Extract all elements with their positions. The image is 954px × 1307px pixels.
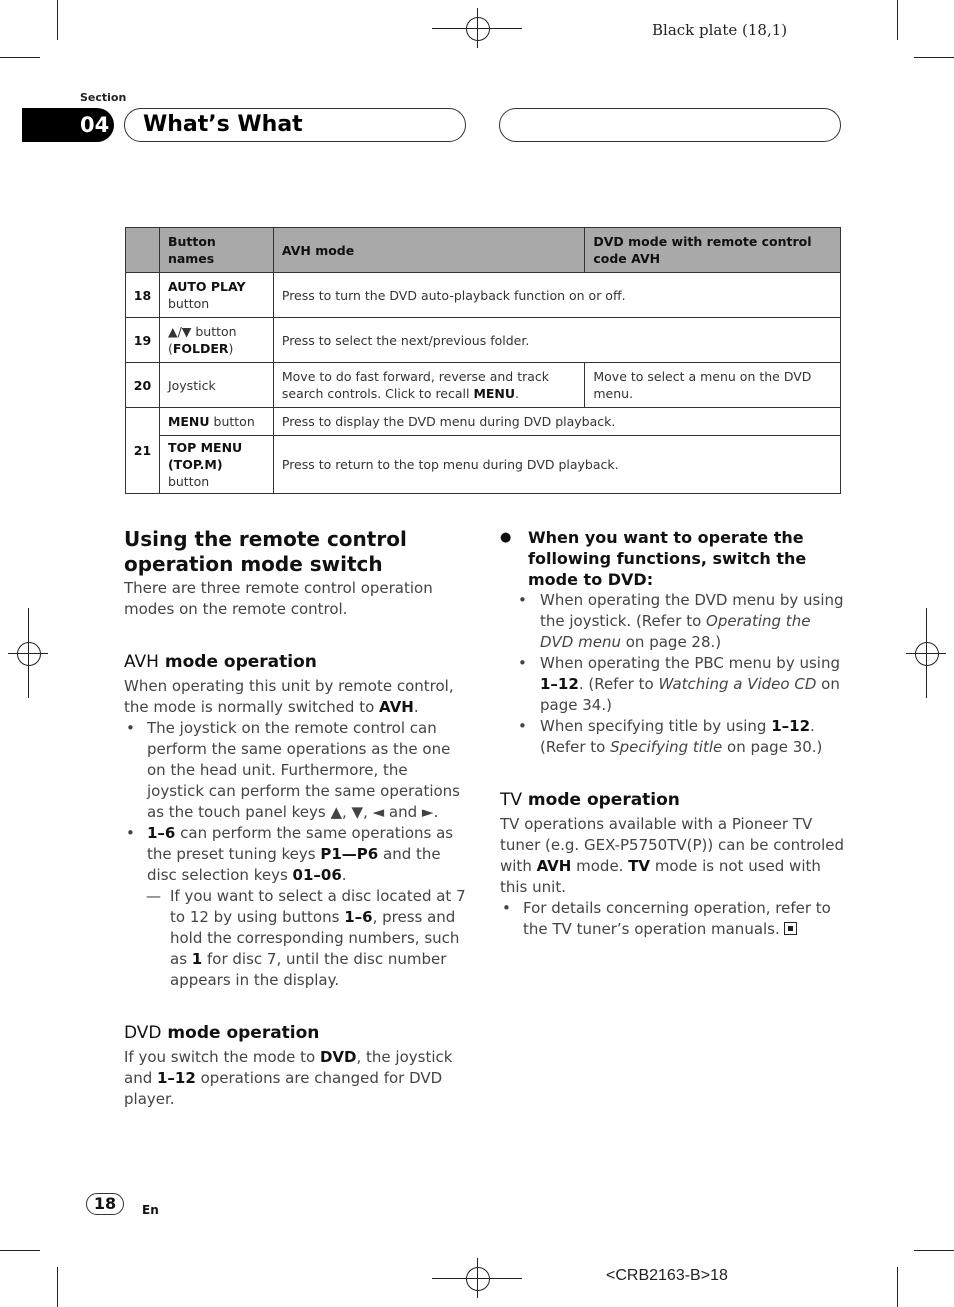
list-item: • When specifying title by using 1–12. (Refer to Specifying title on page 30.) bbox=[518, 717, 823, 756]
text: , the joystick and bbox=[124, 1048, 453, 1087]
button-name bbox=[159, 273, 273, 318]
bold-text: 01–06 bbox=[292, 866, 342, 884]
list-text: The joystick on the remote control can perform the same operations as the one on the head unit. Furthermore, the joystick can perform the same operations as the touch panel keys ▲, ▼, ◄ and ►. bbox=[147, 719, 460, 821]
button-name-bold: FOLDER bbox=[172, 341, 229, 356]
heading-suffix: mode operation bbox=[158, 652, 317, 672]
avh-description: Press to display the DVD menu during DVD playback. bbox=[273, 408, 840, 436]
button-name bbox=[159, 408, 273, 436]
text: TV operations available with a Pioneer TV tuner (e.g. GEX-P5750TV(P)) can be controled with bbox=[500, 815, 844, 875]
avh-description: Press to select the next/previous folder. bbox=[273, 318, 840, 363]
button-name bbox=[159, 318, 273, 363]
table-header-row bbox=[126, 228, 841, 273]
avh-paragraph bbox=[124, 676, 469, 718]
text: operations are changed for DVD player. bbox=[124, 1069, 443, 1108]
crop-mark bbox=[897, 0, 898, 40]
text: If you switch the mode to bbox=[124, 1048, 320, 1066]
heading-prefix: TV bbox=[500, 790, 523, 810]
italic-ref: Specifying title bbox=[610, 738, 723, 756]
crop-mark bbox=[57, 1267, 58, 1307]
button-name: Joystick bbox=[159, 363, 273, 408]
avh-heading bbox=[124, 651, 469, 673]
button-name-bold: TOP MENU (TOP.M) bbox=[167, 440, 243, 472]
heading-prefix: DVD bbox=[124, 1023, 162, 1043]
text: mode. bbox=[571, 857, 629, 875]
header-num bbox=[126, 228, 160, 273]
text: . bbox=[341, 866, 347, 884]
text: When operating the DVD menu by using the joystick. (Refer to bbox=[540, 591, 844, 630]
text: mode is not used with this unit. bbox=[500, 857, 821, 896]
button-name-rest: button bbox=[167, 296, 210, 311]
dvd-paragraph bbox=[124, 1047, 469, 1110]
crop-mark bbox=[914, 1250, 954, 1251]
button-table bbox=[125, 227, 841, 494]
crop-mark bbox=[0, 57, 40, 58]
list-item: • When operating the PBC menu by using 1–12. (Refer to Watching a Video CD on page 34.) bbox=[518, 654, 840, 714]
bold-text: 1–12 bbox=[540, 675, 579, 693]
text: When operating this unit by remote control, the mode is normally switched to bbox=[124, 677, 454, 716]
text: When specifying title by using bbox=[540, 717, 772, 735]
sub-list-item: — If you want to select a disc located at 7 to 12 by using buttons 1–6, press and hold the corresponding numbers, such as 1 for disc 7, until the disc number appears in the display. bbox=[146, 887, 466, 989]
list-item: • When operating the DVD menu by using the joystick. (Refer to Operating the DVD menu on page 28.) bbox=[518, 591, 844, 651]
bold-text: 1–6 bbox=[344, 908, 373, 926]
registration-circle bbox=[466, 17, 490, 41]
registration-circle bbox=[466, 1267, 490, 1291]
page-number: 18 bbox=[86, 1193, 124, 1215]
section-label: Section bbox=[80, 91, 127, 104]
lead-text: When you want to operate the following functions, switch the mode to DVD: bbox=[528, 528, 807, 589]
bold-text: TV bbox=[628, 857, 651, 875]
empty-title-box bbox=[499, 108, 841, 142]
registration-circle bbox=[17, 642, 41, 666]
right-column bbox=[500, 527, 845, 940]
tv-paragraph bbox=[500, 814, 845, 898]
text: can perform the same operations as the preset tuning keys bbox=[147, 824, 454, 863]
row-number: 19 bbox=[126, 318, 160, 363]
button-name-bold: MENU bbox=[167, 414, 210, 429]
section-heading: Using the remote control operation mode switch bbox=[124, 527, 407, 576]
text: . bbox=[413, 698, 419, 716]
text: When operating the PBC menu by using bbox=[540, 654, 840, 672]
plate-label: Black plate (18,1) bbox=[652, 21, 788, 39]
text: for disc 7, until the disc number appears in the display. bbox=[170, 950, 447, 989]
header-dvd-mode: DVD mode with remote control code AVH bbox=[585, 228, 841, 273]
bold-text: 1–12 bbox=[771, 717, 811, 735]
page-title: What’s What bbox=[124, 108, 466, 142]
list-text: For details concerning operation, refer to the TV tuner’s operation manuals. bbox=[523, 899, 831, 938]
table-row bbox=[126, 273, 841, 318]
row-number: 21 bbox=[126, 408, 160, 494]
table-row bbox=[126, 363, 841, 408]
bold-text: AVH bbox=[379, 698, 414, 716]
button-name bbox=[159, 436, 273, 494]
header-avh-mode: AVH mode bbox=[273, 228, 584, 273]
avh-text: Move to do fast forward, reverse and track search controls. Click to recall bbox=[281, 369, 550, 401]
heading-suffix: mode operation bbox=[161, 1023, 320, 1043]
text: . (Refer to bbox=[540, 717, 815, 756]
language-label: En bbox=[142, 1203, 159, 1217]
heading-prefix: AVH bbox=[124, 652, 159, 672]
dvd-description: Move to select a menu on the DVD menu. bbox=[585, 363, 841, 408]
crop-mark bbox=[57, 0, 58, 40]
button-name-pre: ▲/▼ button ( bbox=[167, 324, 237, 356]
crop-mark bbox=[914, 57, 954, 58]
text: , press and hold the corresponding numbers, such as bbox=[170, 908, 460, 968]
section-number: 04 bbox=[22, 108, 114, 142]
dvd-heading bbox=[124, 1022, 469, 1044]
bold-text: 1 bbox=[191, 950, 203, 968]
heading-suffix: mode operation bbox=[522, 790, 680, 810]
intro-text: There are three remote control operation modes on the remote control. bbox=[124, 579, 433, 618]
table-row bbox=[126, 408, 841, 436]
row-number: 20 bbox=[126, 363, 160, 408]
text: on page 34.) bbox=[540, 675, 840, 714]
italic-ref: Watching a Video CD bbox=[658, 675, 817, 693]
bold-text: DVD bbox=[319, 1048, 357, 1066]
button-name-post: ) bbox=[228, 341, 234, 356]
bold-text: 1–12 bbox=[157, 1069, 196, 1087]
text: on page 30.) bbox=[722, 738, 823, 756]
list-item: • For details concerning operation, refer to the TV tuner’s operation manuals. bbox=[502, 899, 831, 938]
avh-description: Press to turn the DVD auto-playback function on or off. bbox=[273, 273, 840, 318]
left-column bbox=[124, 527, 469, 1110]
text: If you want to select a disc located at 7 to 12 by using buttons bbox=[170, 887, 466, 926]
text: and the disc selection keys bbox=[147, 845, 441, 884]
dvd-function-list bbox=[500, 590, 845, 758]
text: . (Refer to bbox=[578, 675, 659, 693]
text: on page 28.) bbox=[620, 633, 722, 651]
avh-bold: MENU bbox=[473, 386, 516, 401]
table-row bbox=[126, 436, 841, 494]
row-number: 18 bbox=[126, 273, 160, 318]
list-item: • 1–6 can perform the same operations as the preset tuning keys P1—P6 and the disc selection keys 01–06. bbox=[126, 824, 454, 884]
table-row bbox=[126, 318, 841, 363]
lead-bullet: ● When you want to operate the following functions, switch the mode to DVD: bbox=[500, 528, 807, 589]
document-code: <CRB2163-B>18 bbox=[606, 1267, 728, 1284]
bold-text: P1—P6 bbox=[320, 845, 379, 863]
crop-mark bbox=[897, 1267, 898, 1307]
bold-text: 1–6 bbox=[147, 824, 176, 842]
italic-ref: Operating the DVD menu bbox=[540, 612, 811, 651]
button-name-rest: button bbox=[167, 474, 210, 489]
crop-mark bbox=[0, 1250, 40, 1251]
avh-description bbox=[273, 363, 584, 408]
registration-circle bbox=[915, 642, 939, 666]
avh-text-end: . bbox=[515, 386, 520, 401]
bold-text: AVH bbox=[536, 857, 572, 875]
list-item: • The joystick on the remote control can perform the same operations as the one on the head unit. Furthermore, the joystick can perform the same operations as the touch panel keys ▲, ▼, ◄ and ►. bbox=[126, 719, 460, 821]
tv-heading bbox=[500, 789, 845, 811]
button-name-rest: button bbox=[209, 414, 255, 429]
end-mark-icon bbox=[784, 922, 797, 935]
avh-description: Press to return to the top menu during DVD playback. bbox=[273, 436, 840, 494]
button-name-bold: AUTO PLAY bbox=[167, 279, 246, 294]
header-button-names: Button names bbox=[159, 228, 273, 273]
